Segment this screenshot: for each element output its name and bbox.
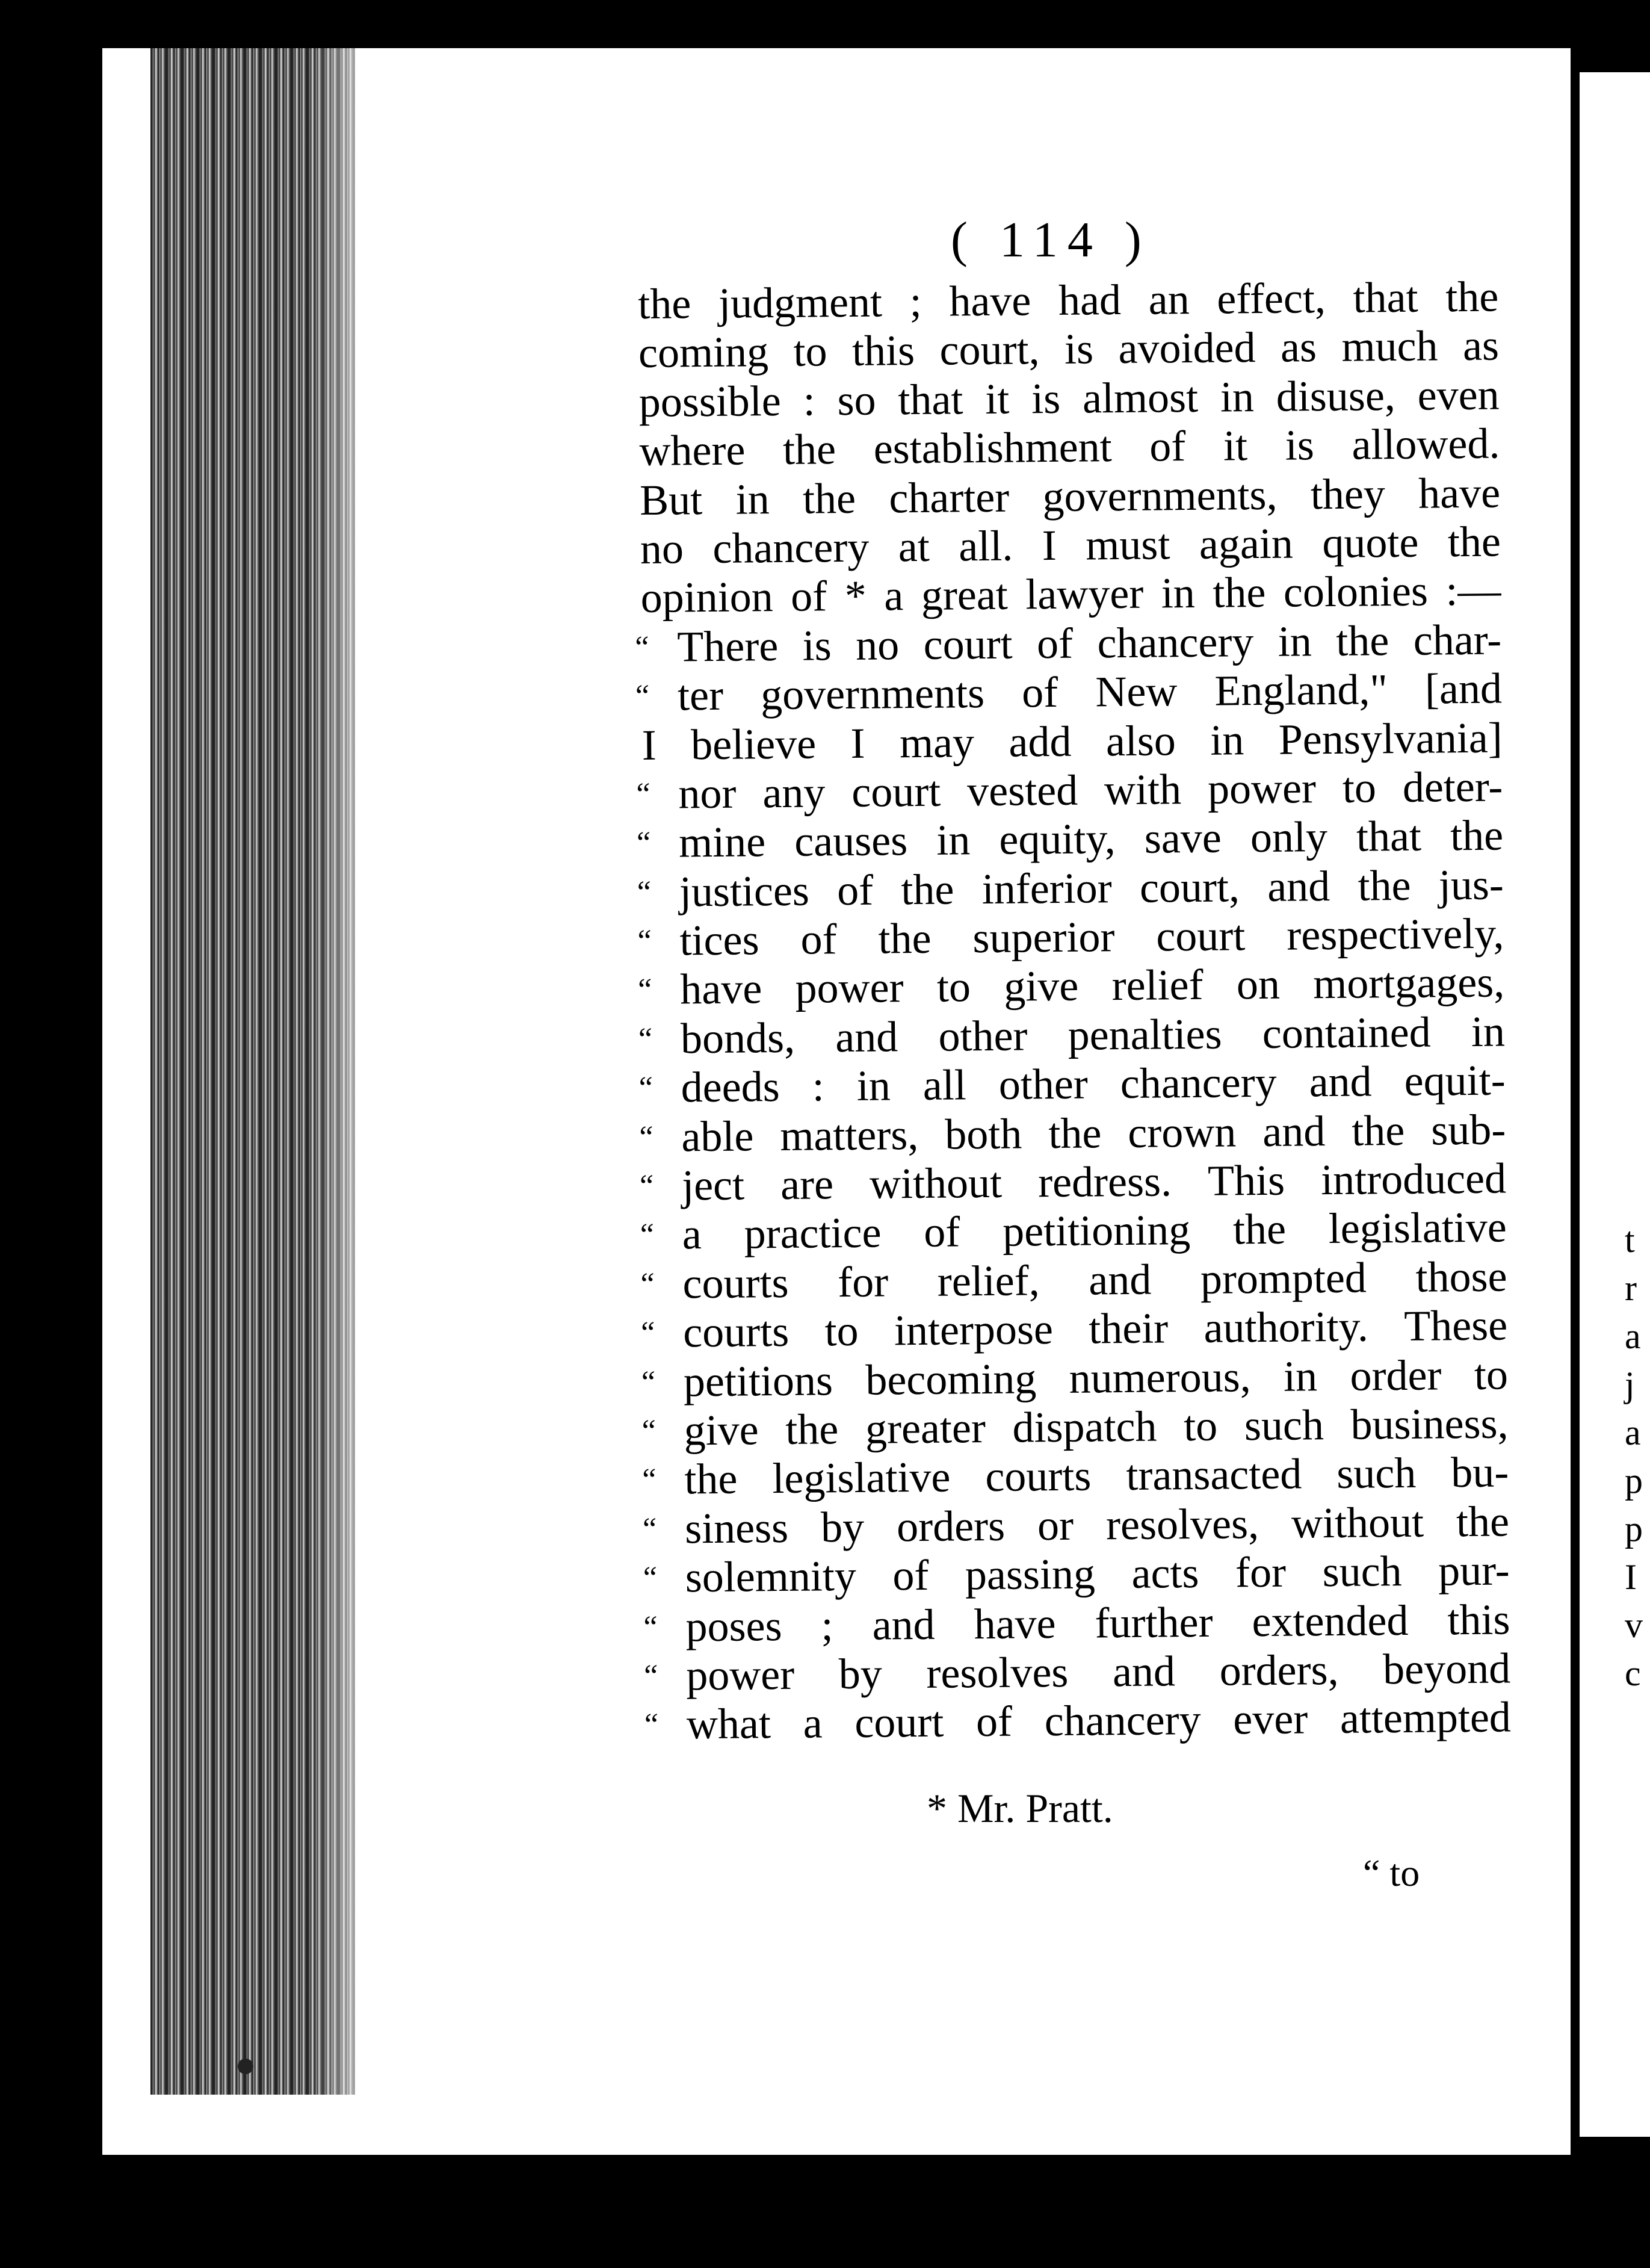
word: deter- <box>1402 762 1503 811</box>
quotation-mark: “ <box>644 1708 659 1743</box>
word: an <box>1148 275 1190 324</box>
word: bu- <box>1450 1448 1509 1497</box>
word: it <box>1223 421 1248 470</box>
word: to <box>1474 1350 1509 1399</box>
quotation-mark: “ <box>635 630 649 665</box>
word: effect, <box>1216 274 1326 323</box>
word: as <box>1280 323 1317 372</box>
word: able <box>681 1112 754 1161</box>
word: solemnity <box>685 1552 857 1602</box>
word: equit- <box>1404 1056 1506 1106</box>
word: for <box>1235 1548 1287 1597</box>
word: But <box>639 475 703 524</box>
word: interpose <box>894 1305 1054 1355</box>
word: courts <box>985 1451 1092 1501</box>
word: the <box>1335 616 1389 665</box>
word: acts <box>1131 1549 1199 1598</box>
word: practice <box>744 1208 882 1258</box>
word: numerous, <box>1069 1352 1252 1402</box>
word: mine <box>678 817 766 867</box>
word: the <box>1358 861 1411 910</box>
word: their <box>1088 1304 1169 1353</box>
word: introduced <box>1320 1154 1507 1204</box>
word: New <box>1095 667 1178 716</box>
next-page-letter: r <box>1625 1268 1637 1308</box>
word: and <box>872 1600 935 1649</box>
catchword: “ to <box>1363 1851 1420 1894</box>
text-line <box>643 1594 1510 1652</box>
word: the <box>1450 811 1504 860</box>
text-line <box>641 1399 1509 1455</box>
word: legislative <box>1328 1203 1507 1253</box>
word: the <box>901 865 954 914</box>
word: causes <box>794 816 908 866</box>
word: of <box>892 1551 929 1600</box>
word: and <box>1088 1255 1152 1304</box>
next-page-sliver <box>1580 72 1650 2137</box>
word: of <box>800 915 837 964</box>
word: : <box>812 1062 825 1111</box>
text-line <box>640 468 1501 525</box>
word: is <box>1064 324 1094 374</box>
word: courts <box>682 1307 789 1357</box>
word: chancery <box>712 522 870 572</box>
text-line <box>636 762 1503 819</box>
word: as <box>1462 321 1500 370</box>
text-line <box>640 1203 1507 1260</box>
word: this <box>851 326 915 376</box>
word: tices <box>679 916 759 965</box>
quotation-mark: “ <box>641 1365 656 1399</box>
word: respectively, <box>1286 909 1504 959</box>
word: :— <box>1445 566 1501 615</box>
text-line <box>641 1301 1508 1358</box>
word: only <box>1250 813 1328 862</box>
word: for <box>837 1257 889 1306</box>
word: other <box>998 1059 1089 1109</box>
word: is <box>802 621 832 670</box>
word: the <box>1213 568 1266 618</box>
word: England," <box>1214 665 1388 715</box>
word: where <box>639 426 746 476</box>
text-line <box>638 321 1500 378</box>
word: ter <box>677 671 724 720</box>
word: power <box>1207 764 1317 813</box>
word: the <box>1456 1497 1510 1546</box>
word: inferior <box>981 863 1113 913</box>
word: greater <box>865 1404 986 1453</box>
word: becoming <box>865 1354 1037 1404</box>
word: transacted <box>1126 1449 1302 1500</box>
word: of <box>836 866 874 914</box>
ink-smudge <box>238 2059 253 2074</box>
text-line <box>640 566 1501 623</box>
word: also <box>1105 716 1176 765</box>
word: of <box>1036 619 1074 668</box>
word: of <box>1149 422 1186 471</box>
word: the <box>684 1455 738 1504</box>
text-line <box>641 1350 1509 1407</box>
quotation-mark: “ <box>642 1511 657 1546</box>
word: is <box>1285 421 1315 469</box>
word: believe <box>690 719 817 769</box>
word: and <box>1112 1647 1176 1696</box>
text-line <box>638 1056 1506 1113</box>
text-line <box>641 713 1503 770</box>
word: without <box>869 1158 1003 1208</box>
word: the <box>785 1405 839 1454</box>
word: mortgages, <box>1312 958 1505 1008</box>
word: other <box>938 1011 1028 1061</box>
word: siness <box>684 1503 789 1553</box>
word: the <box>1447 517 1501 566</box>
text-line <box>639 1154 1507 1210</box>
word: save <box>1144 813 1222 863</box>
word: of <box>1021 668 1058 717</box>
word: ; <box>821 1600 833 1649</box>
quotation-mark: “ <box>643 1560 658 1596</box>
word: There <box>676 621 779 671</box>
word: court <box>923 619 1013 669</box>
word: a <box>803 1699 823 1748</box>
word: This <box>1207 1156 1285 1205</box>
word: have <box>949 276 1031 326</box>
quotation-mark: “ <box>643 1610 658 1644</box>
word: court, <box>939 325 1040 375</box>
word: to <box>936 962 971 1012</box>
word: a <box>682 1210 702 1259</box>
word: superior <box>972 912 1115 962</box>
word: in <box>856 1061 891 1111</box>
word: this <box>1447 1594 1510 1644</box>
word: power <box>795 963 904 1013</box>
next-page-letter: p <box>1625 1509 1643 1549</box>
quotation-mark: “ <box>643 1658 658 1693</box>
word: the <box>878 914 932 963</box>
word: court <box>851 767 941 816</box>
quotation-mark: “ <box>637 875 652 909</box>
word: contained <box>1262 1008 1432 1058</box>
word: in <box>1161 569 1196 618</box>
word: ; <box>909 277 922 326</box>
word: the <box>1445 272 1499 321</box>
word: order <box>1350 1351 1442 1400</box>
word: and <box>1309 1057 1372 1106</box>
word: Pensylvania] <box>1278 713 1503 764</box>
word: crown <box>1127 1108 1237 1157</box>
text-line <box>643 1546 1510 1603</box>
word: and <box>1262 1106 1326 1156</box>
word: even <box>1417 370 1500 420</box>
text-line <box>638 370 1500 427</box>
word: orders <box>896 1501 1006 1551</box>
word: great <box>921 571 1009 620</box>
text-line <box>638 958 1505 1015</box>
word: deeds <box>681 1062 780 1112</box>
word: have <box>679 964 762 1014</box>
scan-background-bottom <box>0 2155 1650 2268</box>
quotation-mark: “ <box>640 1266 655 1301</box>
word: pur- <box>1438 1546 1510 1595</box>
word: and <box>835 1012 898 1062</box>
text-line <box>643 1644 1511 1700</box>
word: sub- <box>1430 1105 1506 1154</box>
word: give <box>1003 962 1079 1011</box>
word: of <box>790 572 827 621</box>
word: have <box>1418 468 1501 518</box>
word: beyond <box>1382 1644 1511 1694</box>
next-page-letters <box>1625 1216 1650 1697</box>
word: almost <box>1082 373 1199 423</box>
text-line <box>644 1693 1512 1750</box>
word: any <box>762 768 826 817</box>
text-line <box>639 420 1500 476</box>
word: those <box>1415 1252 1507 1301</box>
word: a <box>883 571 904 620</box>
word: authority. <box>1204 1302 1369 1352</box>
quotation-mark: “ <box>639 1120 654 1154</box>
word: relief <box>1111 961 1204 1010</box>
word: governments <box>760 669 985 719</box>
word: establishment <box>873 423 1113 473</box>
word: jus- <box>1438 860 1504 909</box>
word: the <box>802 474 856 523</box>
word: orders, <box>1219 1645 1339 1695</box>
word: relief, <box>937 1256 1040 1306</box>
text-line <box>636 811 1504 868</box>
word: at <box>898 522 930 571</box>
quotation-mark: “ <box>636 776 650 811</box>
next-page-letter: c <box>1625 1653 1641 1693</box>
word: both <box>944 1109 1022 1159</box>
word: to <box>1342 763 1377 812</box>
word: governments, <box>1042 470 1278 521</box>
word: legislative <box>772 1452 951 1503</box>
word: in <box>1278 616 1312 666</box>
word: to <box>824 1307 859 1356</box>
word: court, <box>1139 863 1240 912</box>
word: charter <box>889 472 1010 522</box>
word: ever <box>1232 1694 1308 1744</box>
word: quote <box>1322 518 1419 568</box>
word: it <box>984 374 1010 423</box>
text-line <box>640 517 1501 574</box>
word: char- <box>1413 615 1502 665</box>
word: or <box>1037 1501 1074 1550</box>
word: nor <box>678 769 737 818</box>
quotation-mark: “ <box>637 923 652 959</box>
word: further <box>1095 1597 1213 1647</box>
word: opinion <box>640 572 773 622</box>
word: such <box>1322 1547 1402 1596</box>
text-line <box>637 860 1504 917</box>
word: court <box>1156 911 1246 961</box>
text-line <box>642 1448 1509 1505</box>
word: the <box>1232 1205 1287 1254</box>
word: that <box>898 375 963 424</box>
word: in <box>1210 715 1244 764</box>
word: with <box>1104 765 1182 814</box>
next-page-letter: j <box>1625 1365 1635 1404</box>
quotation-mark: “ <box>638 1021 653 1056</box>
quotation-mark: “ <box>641 1316 655 1351</box>
word: poses <box>685 1601 782 1650</box>
quotation-mark: “ <box>636 826 651 861</box>
word: judgment <box>718 277 883 327</box>
word: redress. <box>1037 1157 1172 1207</box>
word: without <box>1291 1498 1424 1548</box>
book-page-edge-fade <box>313 48 385 2095</box>
word: penalties <box>1068 1009 1222 1059</box>
word: chancery <box>1044 1696 1201 1746</box>
text-line <box>635 615 1502 672</box>
word: have <box>974 1599 1056 1648</box>
word: allowed. <box>1352 419 1500 469</box>
word: ject <box>681 1160 745 1210</box>
word: in <box>936 816 971 864</box>
word: on <box>1236 960 1281 1009</box>
word: disuse, <box>1276 371 1396 421</box>
word: business, <box>1350 1399 1509 1449</box>
page-number: ( 114 ) <box>951 212 1151 268</box>
word: avoided <box>1118 323 1256 373</box>
word: of <box>923 1207 960 1257</box>
quotation-mark: “ <box>639 1168 654 1204</box>
word: in <box>735 474 770 524</box>
page-body-text <box>635 272 1512 1750</box>
next-page-letter: v <box>1625 1605 1643 1645</box>
word: : <box>803 376 816 425</box>
word: had <box>1058 275 1122 324</box>
word: in <box>1220 372 1255 421</box>
word: the <box>1048 1108 1102 1157</box>
word: to <box>793 327 827 376</box>
word: much <box>1341 321 1438 371</box>
word: passing <box>965 1549 1096 1599</box>
word: are <box>780 1160 834 1209</box>
quotation-mark: “ <box>638 1071 654 1106</box>
word: prompted <box>1200 1253 1367 1303</box>
word: [and <box>1424 664 1503 713</box>
word: vested <box>966 766 1078 816</box>
word: to <box>1183 1401 1218 1451</box>
scan-background-left <box>0 0 102 2268</box>
word: no <box>640 524 684 573</box>
word: must <box>1085 520 1170 569</box>
word: court <box>854 1697 944 1747</box>
next-page-letter: a <box>1625 1316 1641 1356</box>
word: matters, <box>780 1110 919 1160</box>
text-line <box>642 1497 1510 1554</box>
word: by <box>820 1502 865 1552</box>
word: so <box>837 376 876 424</box>
word: the <box>1351 1106 1405 1155</box>
word: that <box>1356 811 1422 861</box>
word: power <box>685 1650 795 1700</box>
word: possible <box>638 376 782 426</box>
word: such <box>1244 1401 1324 1450</box>
text-line <box>640 1252 1507 1309</box>
word: no <box>855 620 900 669</box>
text-line <box>635 664 1503 721</box>
word: chancery <box>1097 617 1254 668</box>
word: coming <box>638 327 769 377</box>
word: equity, <box>999 814 1116 864</box>
word: the <box>782 425 836 474</box>
word: lawyer <box>1025 569 1144 619</box>
word: bonds, <box>680 1013 796 1063</box>
word: I <box>850 719 865 767</box>
text-line <box>638 1007 1506 1064</box>
word: resolves, <box>1105 1499 1259 1549</box>
next-page-letter: t <box>1625 1220 1635 1260</box>
word: add <box>1009 717 1072 766</box>
word: These <box>1403 1301 1508 1351</box>
word: give <box>684 1405 759 1455</box>
footnote: * Mr. Pratt. <box>927 1785 1113 1831</box>
word: they <box>1310 469 1386 518</box>
word: in <box>1471 1007 1506 1056</box>
word: courts <box>682 1258 789 1308</box>
word: all. <box>958 521 1013 571</box>
word: all <box>922 1061 967 1110</box>
word: and <box>1267 861 1330 911</box>
word: colonies <box>1283 566 1429 616</box>
word: is <box>1031 374 1061 423</box>
word: may <box>899 717 975 767</box>
next-page-letter: a <box>1625 1413 1641 1452</box>
word: attempted <box>1339 1693 1512 1743</box>
word: in <box>1283 1351 1318 1401</box>
quotation-mark: “ <box>640 1218 655 1253</box>
word: * <box>844 572 867 621</box>
word: such <box>1336 1449 1417 1498</box>
word: the <box>638 279 691 328</box>
word: I <box>1042 521 1057 570</box>
word: that <box>1353 273 1418 322</box>
scan-background-top <box>0 0 1650 48</box>
quotation-mark: “ <box>638 973 652 1008</box>
word: extended <box>1252 1596 1409 1646</box>
word: petitioning <box>1002 1206 1191 1256</box>
text-line <box>639 1105 1506 1162</box>
word: chancery <box>1120 1058 1277 1108</box>
text-line <box>637 909 1504 966</box>
quotation-mark: “ <box>635 678 650 714</box>
word: petitions <box>683 1356 833 1405</box>
word: again <box>1199 519 1294 568</box>
word: of <box>975 1697 1013 1746</box>
word: I <box>641 720 657 769</box>
word: resolves <box>926 1647 1069 1697</box>
quotation-mark: “ <box>642 1463 657 1498</box>
next-page-letter: I <box>1625 1557 1637 1597</box>
word: dispatch <box>1012 1402 1157 1452</box>
word: what <box>686 1699 771 1749</box>
word: justices <box>679 866 810 916</box>
text-line <box>638 273 1499 329</box>
word: by <box>838 1649 883 1699</box>
quotation-mark: “ <box>641 1413 657 1448</box>
next-page-letter: p <box>1625 1461 1643 1501</box>
